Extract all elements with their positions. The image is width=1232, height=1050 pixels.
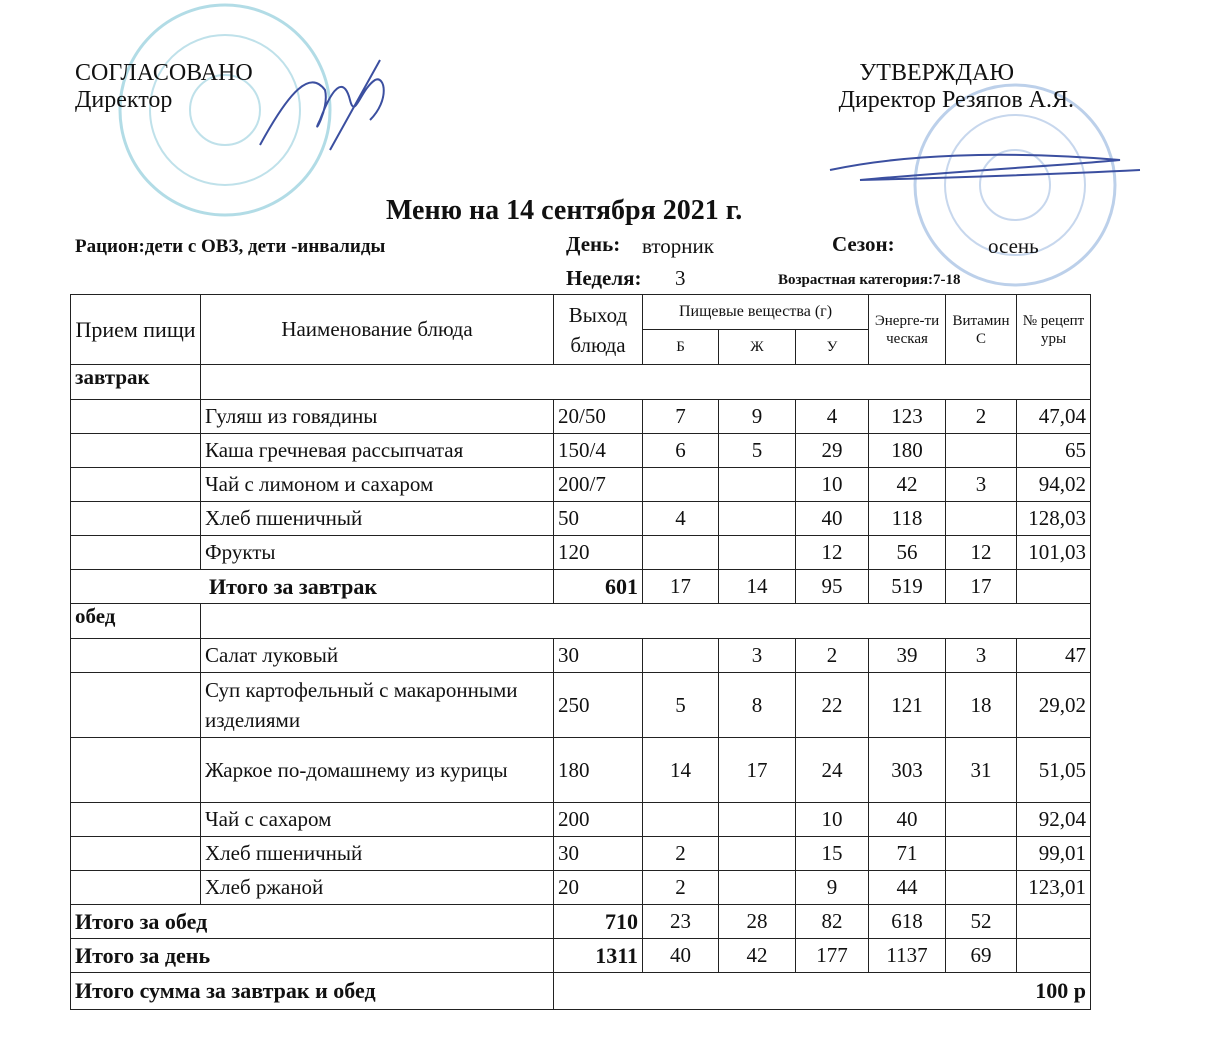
table-row (71, 639, 1091, 673)
total-output: 1311 (554, 939, 643, 973)
dish-name: Хлеб ржаной (201, 871, 554, 905)
table-cell: 44 (869, 871, 946, 905)
table-cell: 29,02 (1017, 673, 1091, 738)
table-cell (643, 803, 719, 837)
table-cell: 120 (554, 536, 643, 570)
table-cell: 15 (796, 837, 869, 871)
total-label: Итого за день (71, 939, 554, 973)
age-category: Возрастная категория:7-18 (778, 272, 961, 288)
table-cell: 10 (796, 468, 869, 502)
page-title: Меню на 14 сентября 2021 г. (386, 195, 743, 226)
table-cell: 10 (796, 803, 869, 837)
table-cell: 519 (869, 570, 946, 604)
dish-name: Каша гречневая рассыпчатая (201, 434, 554, 468)
table-cell: 1137 (869, 939, 946, 973)
table-row (71, 400, 1091, 434)
table-cell: 23 (643, 905, 719, 939)
table-cell: 30 (554, 837, 643, 871)
table-cell: 40 (643, 939, 719, 973)
table-cell (946, 502, 1017, 536)
table-cell: 6 (643, 434, 719, 468)
table-cell: 50 (554, 502, 643, 536)
table-cell: 47 (1017, 639, 1091, 673)
total-label: Итого за обед (71, 905, 554, 939)
table-row (71, 673, 1091, 738)
table-cell: 250 (554, 673, 643, 738)
table-row (71, 837, 1091, 871)
header-recipe: № рецептуры (1017, 295, 1091, 365)
dish-name: Фрукты (201, 536, 554, 570)
table-cell (946, 871, 1017, 905)
table-cell (719, 803, 796, 837)
header-b: Б (643, 330, 719, 365)
signature-left-icon (250, 50, 410, 160)
table-cell: 9 (796, 871, 869, 905)
table-cell: 65 (1017, 434, 1091, 468)
table-cell: 40 (796, 502, 869, 536)
table-cell: 17 (643, 570, 719, 604)
table-cell: 20/50 (554, 400, 643, 434)
table-cell: 123 (869, 400, 946, 434)
table-cell: 4 (643, 502, 719, 536)
menu-table (70, 294, 1091, 1010)
table-cell: 18 (946, 673, 1017, 738)
table-cell (643, 639, 719, 673)
table-cell: 12 (796, 536, 869, 570)
table-row (71, 803, 1091, 837)
table-cell (643, 468, 719, 502)
table-cell: 4 (796, 400, 869, 434)
table-cell (719, 502, 796, 536)
section-row (71, 604, 1091, 639)
table-row (71, 536, 1091, 570)
table-cell: 2 (643, 837, 719, 871)
table-cell: 47,04 (1017, 400, 1091, 434)
table-row (71, 871, 1091, 905)
table-cell: 71 (869, 837, 946, 871)
table-cell: 180 (869, 434, 946, 468)
table-cell: 9 (719, 400, 796, 434)
table-cell (946, 434, 1017, 468)
table-row (71, 502, 1091, 536)
section-label: обед (71, 604, 201, 639)
header-meal: Прием пищи (71, 295, 201, 365)
table-cell: 3 (719, 639, 796, 673)
table-cell: 118 (869, 502, 946, 536)
table-cell: 69 (946, 939, 1017, 973)
table-cell: 52 (946, 905, 1017, 939)
total-output: 601 (554, 570, 643, 604)
table-cell (946, 837, 1017, 871)
dish-name: Жаркое по-домашнему из курицы (201, 738, 554, 803)
table-cell: 2 (643, 871, 719, 905)
total-row (71, 905, 1091, 939)
table-cell: 39 (869, 639, 946, 673)
table-cell: 28 (719, 905, 796, 939)
dish-name: Чай с лимоном и сахаром (201, 468, 554, 502)
table-row (71, 468, 1091, 502)
dish-name: Гуляш из говядины (201, 400, 554, 434)
table-cell: 14 (643, 738, 719, 803)
table-cell: 30 (554, 639, 643, 673)
table-cell: 99,01 (1017, 837, 1091, 871)
table-cell: 24 (796, 738, 869, 803)
signature-right-icon (820, 140, 1150, 200)
day-label: День: (566, 232, 621, 256)
week-label: Неделя: (566, 266, 642, 290)
table-cell: 42 (869, 468, 946, 502)
header-zh: Ж (719, 330, 796, 365)
table-cell (643, 536, 719, 570)
table-cell: 14 (719, 570, 796, 604)
table-cell: 31 (946, 738, 1017, 803)
header-u: У (796, 330, 869, 365)
table-cell: 22 (796, 673, 869, 738)
total-output: 710 (554, 905, 643, 939)
section-row (71, 365, 1091, 400)
day-value: вторник (642, 234, 714, 258)
table-cell (719, 468, 796, 502)
table-cell: 7 (643, 400, 719, 434)
approval-right: УТВЕРЖДАЮ Директор Резяпов А.Я. (838, 60, 1074, 113)
dish-name: Чай с сахаром (201, 803, 554, 837)
header-vitamin: Витамин С (946, 295, 1017, 365)
table-cell: 200 (554, 803, 643, 837)
ration: Рацион:дети с ОВЗ, дети -инвалиды (75, 236, 386, 257)
table-row (71, 434, 1091, 468)
table-cell: 94,02 (1017, 468, 1091, 502)
table-cell: 177 (796, 939, 869, 973)
dish-name: Салат луковый (201, 639, 554, 673)
header-output: Выход блюда (554, 295, 643, 365)
table-cell: 29 (796, 434, 869, 468)
total-row (71, 939, 1091, 973)
table-cell: 3 (946, 639, 1017, 673)
week-value: 3 (675, 266, 686, 290)
table-cell: 95 (796, 570, 869, 604)
table-cell: 5 (719, 434, 796, 468)
table-cell: 121 (869, 673, 946, 738)
total-row (71, 570, 1091, 604)
table-cell (719, 871, 796, 905)
table-cell: 150/4 (554, 434, 643, 468)
table-cell: 51,05 (1017, 738, 1091, 803)
header-energy: Энерге-тическая (869, 295, 946, 365)
table-cell: 180 (554, 738, 643, 803)
table-cell: 12 (946, 536, 1017, 570)
dish-name: Хлеб пшеничный (201, 502, 554, 536)
table-cell: 303 (869, 738, 946, 803)
table-cell: 3 (946, 468, 1017, 502)
header-dish: Наименование блюда (201, 295, 554, 365)
table-cell (946, 803, 1017, 837)
sum-value: 100 р (554, 973, 1091, 1010)
dish-name: Суп картофельный с макаронными изделиями (201, 673, 554, 738)
sum-label: Итого сумма за завтрак и обед (71, 973, 554, 1010)
stamp-left-icon (110, 0, 340, 230)
table-row (71, 738, 1091, 803)
table-cell: 20 (554, 871, 643, 905)
table-cell: 2 (796, 639, 869, 673)
table-cell: 128,03 (1017, 502, 1091, 536)
sum-row (71, 973, 1091, 1010)
table-cell: 618 (869, 905, 946, 939)
table-cell: 5 (643, 673, 719, 738)
dish-name: Хлеб пшеничный (201, 837, 554, 871)
table-cell: 8 (719, 673, 796, 738)
table-cell: 56 (869, 536, 946, 570)
table-cell: 40 (869, 803, 946, 837)
total-label: Итого за завтрак (71, 570, 554, 604)
table-cell: 17 (946, 570, 1017, 604)
header-nutrients: Пищевые вещества (г) (643, 295, 869, 330)
approval-left: СОГЛАСОВАНО Директор (75, 60, 253, 113)
table-cell: 42 (719, 939, 796, 973)
table-cell: 2 (946, 400, 1017, 434)
table-cell (719, 837, 796, 871)
season-value: осень (988, 234, 1039, 258)
table-cell: 92,04 (1017, 803, 1091, 837)
season-label: Сезон: (832, 232, 895, 256)
section-label: завтрак (71, 365, 201, 400)
table-cell: 200/7 (554, 468, 643, 502)
table-cell: 101,03 (1017, 536, 1091, 570)
table-cell (719, 536, 796, 570)
table-cell: 123,01 (1017, 871, 1091, 905)
table-cell: 82 (796, 905, 869, 939)
table-cell: 17 (719, 738, 796, 803)
